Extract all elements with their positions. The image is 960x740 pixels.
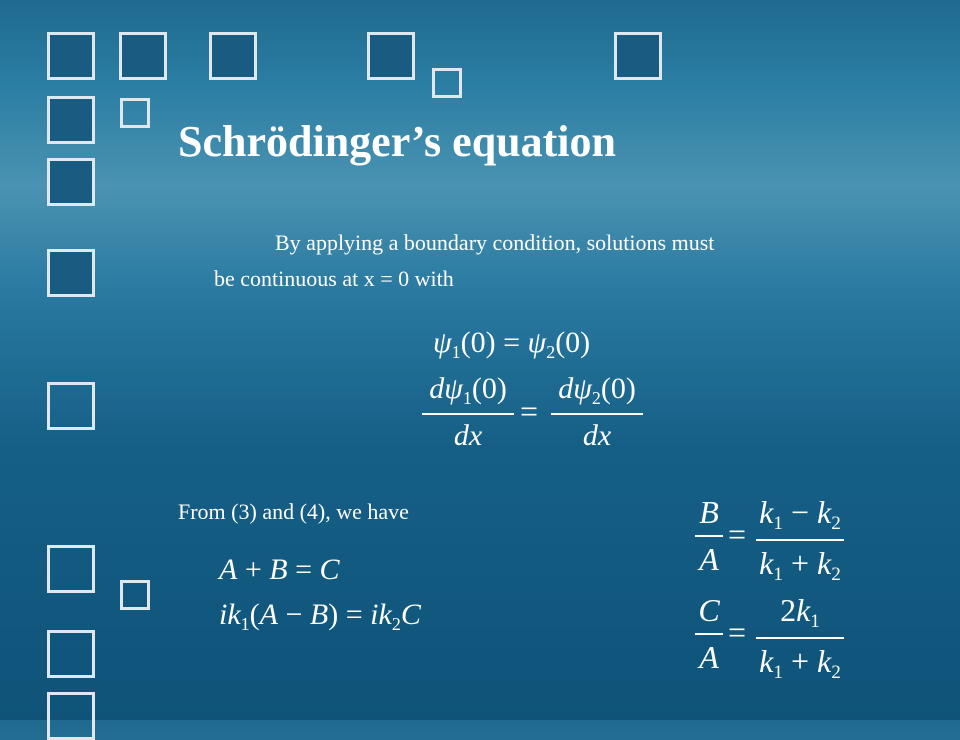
intro-line-2: be continuous at x = 0 with: [214, 266, 454, 291]
decor-square: [120, 98, 150, 128]
decor-square: [47, 545, 95, 593]
equation-sum: A + B = C: [219, 553, 340, 586]
decor-square: [120, 580, 150, 610]
intro-line-1: By applying a boundary condition, solutions must: [275, 230, 715, 255]
decor-square: [47, 630, 95, 678]
ratio-ba-lhs: B A: [695, 494, 723, 578]
decor-square: [367, 32, 415, 80]
equals-sign: =: [728, 516, 747, 552]
decor-square: [47, 692, 95, 740]
decor-square: [119, 32, 167, 80]
slide-title: Schrödinger’s equation: [178, 117, 616, 166]
equation-derivative: $ik_1(A - B) = ik_2C$: [219, 598, 421, 634]
from-text: From (3) and (4), we have: [178, 499, 409, 524]
decor-square: [47, 96, 95, 144]
decor-square: [432, 68, 462, 98]
ratio-ca-lhs: C A: [695, 592, 723, 676]
ratio-ca-rhs: $2k_1$ $k_1 + k_2$: [756, 592, 844, 684]
decor-square: [614, 32, 662, 80]
decor-square: [47, 32, 95, 80]
decor-square: [209, 32, 257, 80]
equals-sign: =: [520, 393, 539, 429]
equals-sign: =: [728, 614, 747, 650]
derivative-lhs: $d\psi_1(0)$ dx: [422, 372, 514, 453]
continuity-equation: $\psi_1(0) = \psi_2(0)$: [433, 326, 591, 362]
decor-square: [47, 158, 95, 206]
decor-square: [47, 382, 95, 430]
ratio-ba-rhs: $k_1 - k_2$ $k_1 + k_2$: [756, 494, 844, 586]
derivative-rhs: $d\psi_2(0)$ dx: [551, 372, 643, 453]
decor-square: [47, 249, 95, 297]
